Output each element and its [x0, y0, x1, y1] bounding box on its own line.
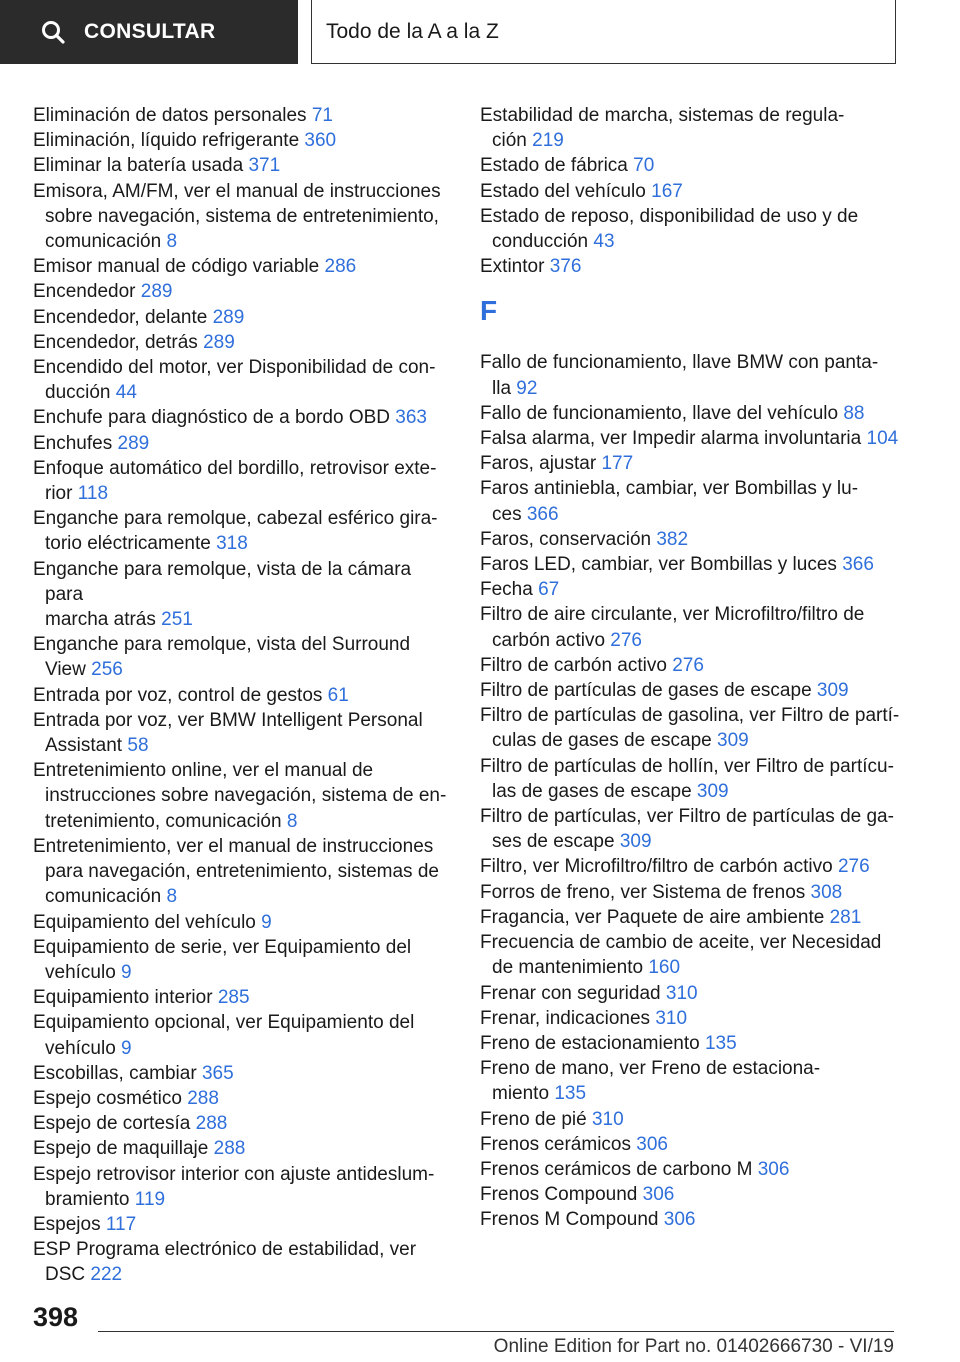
index-entry: [480, 577, 900, 602]
index-entry: [33, 557, 453, 633]
index-entry-term: Freno de estacionamiento: [480, 1032, 705, 1054]
index-entry-term: Filtro de partículas de gasolina, ver Filtro de partí- culas de gases de escape: [480, 705, 900, 752]
index-entry: [480, 930, 900, 980]
index-entry: [480, 179, 900, 204]
index-entry: [33, 153, 453, 178]
page-reference-link[interactable]: 104: [866, 428, 899, 450]
index-entry: [33, 103, 453, 128]
section-title-bar: [311, 0, 896, 64]
index-entry-term: Espejo de maquillaje: [33, 1138, 214, 1160]
page-reference-link[interactable]: 71: [311, 105, 333, 126]
page-reference-link[interactable]: 382: [656, 528, 689, 550]
page-reference-link[interactable]: 135: [554, 1083, 587, 1105]
index-entry: [33, 1010, 453, 1060]
index-group-f: [480, 350, 900, 1232]
page-reference-link[interactable]: 256: [91, 659, 123, 681]
page-reference-link[interactable]: 43: [593, 231, 615, 253]
index-entry: [480, 804, 900, 854]
page-reference-link[interactable]: 70: [633, 155, 655, 177]
page-reference-link[interactable]: 288: [213, 1138, 246, 1160]
index-entry: [480, 103, 900, 153]
index-entry: [480, 1006, 900, 1031]
page-reference-link[interactable]: 9: [121, 961, 132, 983]
index-entry: [480, 350, 900, 400]
index-entry: [480, 678, 900, 703]
index-entry-term: Estado de reposo, disponibilidad de uso y de conducción: [480, 205, 859, 253]
index-entry: [33, 431, 453, 456]
index-entry-term: Estabilidad de marcha, sistemas de regula- ción: [480, 105, 845, 152]
index-entry-term: Frenar, indicaciones: [480, 1007, 656, 1029]
footer-divider: [98, 1331, 894, 1332]
index-entry: [480, 602, 900, 652]
page-reference-link[interactable]: 363: [395, 407, 427, 429]
index-entry-term: Eliminación, líquido refrigerante: [33, 130, 305, 152]
section-title: Todo de la A a la Z: [326, 19, 499, 43]
index-entry-term: Extintor: [480, 256, 550, 278]
search-icon: [40, 19, 66, 45]
page-reference-link[interactable]: 160: [648, 957, 681, 979]
page-reference-link[interactable]: 306: [757, 1158, 790, 1180]
index-entry-term: Encendedor, delante: [33, 306, 213, 328]
page-reference-link[interactable]: 289: [203, 331, 235, 353]
index-entry-term: Estado del vehículo: [480, 180, 652, 202]
page-number: 398: [33, 1302, 79, 1332]
page-reference-link[interactable]: 310: [655, 1007, 688, 1029]
index-entry: [480, 1207, 900, 1232]
index-column-left: [33, 103, 453, 1288]
index-entry-term: Freno de pié: [480, 1108, 592, 1130]
page-reference-link[interactable]: 366: [842, 554, 874, 576]
page-reference-link[interactable]: 92: [516, 377, 538, 399]
page-reference-link[interactable]: 9: [121, 1037, 132, 1059]
index-entry: [33, 456, 453, 506]
index-entry-term: Escobillas, cambiar: [33, 1062, 202, 1084]
index-entry: [480, 153, 900, 178]
index-entry-term: Espejo retrovisor interior con ajuste antideslum- bramiento: [33, 1163, 435, 1210]
index-entry-term: Enchufes: [33, 432, 118, 454]
consult-tab-label: CONSULTAR: [84, 20, 216, 43]
index-entry-term: Frenos cerámicos de carbono M: [480, 1158, 758, 1180]
page-reference-link[interactable]: 58: [127, 735, 149, 757]
index-entry: [33, 1162, 453, 1212]
page-reference-link[interactable]: 309: [619, 831, 652, 853]
index-entry-term: Fallo de funcionamiento, llave del vehículo: [480, 402, 844, 424]
index-entry: [33, 1086, 453, 1111]
index-entry: [33, 506, 453, 556]
index-entry: [33, 1061, 453, 1086]
index-entry-term: Frecuencia de cambio de aceite, ver Necesidad de mantenimiento: [480, 932, 882, 979]
page-reference-link[interactable]: 219: [532, 130, 564, 152]
index-entry: [480, 981, 900, 1006]
index-entry: [33, 179, 453, 255]
index-entry: [480, 476, 900, 526]
index-entry: [480, 880, 900, 905]
index-entry: [480, 204, 900, 254]
index-entry-term: Encendido del motor, ver Disponibilidad de con- ducción: [33, 357, 436, 404]
index-entry: [33, 935, 453, 985]
index-entry-term: Frenos cerámicos: [480, 1133, 637, 1155]
page-reference-link[interactable]: 306: [636, 1133, 668, 1155]
page-reference-link[interactable]: 288: [187, 1087, 219, 1109]
index-entry-term: Enganche para remolque, cabezal esférico gira- torio eléctricamente: [33, 508, 438, 555]
page-reference-link[interactable]: 309: [717, 730, 749, 752]
page-reference-link[interactable]: 306: [642, 1184, 675, 1206]
index-entry: [480, 451, 900, 476]
page-reference-link[interactable]: 310: [591, 1108, 624, 1130]
index-entry-term: Fallo de funcionamiento, llave BMW con panta- lla: [480, 352, 879, 399]
page-reference-link[interactable]: 177: [601, 453, 634, 475]
index-entry: [33, 305, 453, 330]
index-entry-term: Frenar con seguridad: [480, 982, 666, 1004]
index-entry: [480, 254, 900, 279]
page-reference-link[interactable]: 371: [248, 155, 281, 177]
index-entry: [480, 1107, 900, 1132]
index-entry-term: Faros, ajustar: [480, 453, 602, 475]
index-entry-term: Entretenimiento, ver el manual de instrucciones para navegación, entretenimiento, sistemas de comunicación: [33, 835, 439, 908]
index-entry-term: Frenos Compound: [480, 1184, 643, 1206]
index-entry-term: Fecha: [480, 579, 539, 601]
index-entry: [33, 128, 453, 153]
index-entry-term: Espejo cosmético: [33, 1087, 188, 1109]
index-entry-term: Equipamiento de serie, ver Equipamiento del vehículo: [33, 936, 412, 983]
index-entry: [480, 1132, 900, 1157]
index-entry-term: Freno de mano, ver Freno de estaciona- miento: [480, 1058, 821, 1105]
index-entry: [33, 834, 453, 910]
page-reference-link[interactable]: 135: [704, 1032, 737, 1054]
page-reference-link[interactable]: 308: [810, 881, 843, 903]
index-entry-term: Enfoque automático del bordillo, retrovisor exte- rior: [33, 457, 437, 505]
index-entry: [480, 1056, 900, 1106]
index-entry: [33, 683, 453, 708]
index-entry-term: Filtro de partículas, ver Filtro de partículas de ga- ses de escape: [480, 806, 894, 853]
page-reference-link[interactable]: 8: [166, 231, 178, 253]
index-entry-term: Emisor manual de código variable: [33, 256, 325, 278]
consult-tab[interactable]: [0, 0, 298, 64]
page-reference-link[interactable]: 222: [90, 1264, 123, 1286]
index-entry: [480, 703, 900, 753]
index-entry: [480, 854, 900, 879]
page-reference-link[interactable]: 9: [261, 911, 272, 933]
page-reference-link[interactable]: 365: [201, 1062, 234, 1084]
index-entry: [480, 754, 900, 804]
index-entry: [480, 527, 900, 552]
index-entry-term: Entrada por voz, ver BMW Intelligent Personal Assistant: [33, 709, 423, 757]
index-entry-term: Forros de freno, ver Sistema de frenos: [480, 881, 811, 903]
index-entry-term: Filtro de carbón activo: [480, 654, 673, 676]
index-column-right: [480, 103, 900, 1233]
page-reference-link[interactable]: 88: [843, 402, 865, 424]
page-reference-link[interactable]: 286: [324, 256, 357, 278]
index-entry-term: Equipamiento opcional, ver Equipamiento del vehículo: [33, 1012, 415, 1059]
page-reference-link[interactable]: 251: [161, 609, 193, 631]
index-entry-term: Faros, conservación: [480, 528, 657, 550]
index-entry: [33, 1111, 453, 1136]
index-entry-term: Enganche para remolque, vista de la cámara para marcha atrás: [33, 558, 412, 631]
index-entry: [480, 1157, 900, 1182]
page-reference-link[interactable]: 366: [526, 503, 559, 525]
page-reference-link[interactable]: 285: [217, 987, 250, 1009]
page-reference-link[interactable]: 281: [829, 906, 862, 928]
index-entry-term: Entretenimiento online, ver el manual de instrucciones sobre navegación, sistema de en- tretenimiento, comunicación: [33, 760, 447, 832]
page-reference-link[interactable]: 119: [134, 1188, 166, 1210]
page-reference-link[interactable]: 289: [212, 306, 245, 328]
index-entry: [33, 330, 453, 355]
index-entry-term: Faros LED, cambiar, ver Bombillas y luces: [480, 554, 843, 576]
index-entry-term: Frenos M Compound: [480, 1209, 664, 1231]
index-entry: [33, 985, 453, 1010]
edition-footer: Online Edition for Part no. 01402666730 - VI/19: [493, 1336, 894, 1357]
page-reference-link[interactable]: 306: [663, 1209, 696, 1231]
index-entry-term: Entrada por voz, control de gestos: [33, 684, 328, 706]
index-entry-term: ESP Programa electrónico de estabilidad, ver DSC: [33, 1239, 417, 1286]
page-reference-link[interactable]: 376: [549, 256, 582, 278]
index-entry-term: Encendedor: [33, 281, 141, 303]
index-entry-term: Falsa alarma, ver Impedir alarma involuntaria: [480, 428, 867, 450]
index-entry: [33, 279, 453, 304]
index-entry: [33, 708, 453, 758]
page-reference-link[interactable]: 276: [672, 654, 704, 676]
index-entry-term: Filtro de aire circulante, ver Microfiltro/filtro de carbón activo: [480, 604, 865, 651]
index-entry-term: Equipamiento del vehículo: [33, 911, 262, 933]
index-group-e: [480, 103, 900, 279]
index-entry-term: Filtro, ver Microfiltro/filtro de carbón activo: [480, 856, 838, 878]
index-entry: [33, 254, 453, 279]
index-entry-term: Emisora, AM/FM, ver el manual de instrucciones sobre navegación, sistema de entretenimiento, comunicación: [33, 180, 441, 253]
index-entry-term: Espejo de cortesía: [33, 1113, 196, 1135]
index-entry: [480, 653, 900, 678]
index-entry: [33, 1237, 453, 1287]
index-entry: [480, 426, 900, 451]
page-reference-link[interactable]: 276: [837, 856, 870, 878]
index-entry: [33, 758, 453, 834]
index-entry: [33, 1136, 453, 1161]
page-reference-link[interactable]: 118: [77, 483, 109, 505]
index-entry-term: Enchufe para diagnóstico de a bordo OBD: [33, 407, 396, 429]
index-entry: [33, 910, 453, 935]
page-reference-link[interactable]: 309: [696, 780, 729, 802]
page-reference-link[interactable]: 167: [651, 180, 683, 202]
index-entry-term: Estado de fábrica: [480, 155, 634, 177]
index-entry-term: Encendedor, detrás: [33, 331, 204, 353]
page-reference-link[interactable]: 289: [117, 432, 150, 454]
index-entry: [33, 632, 453, 682]
index-entry: [33, 1212, 453, 1237]
index-entry-term: Espejos: [33, 1213, 106, 1235]
index-entry-term: Faros antiniebla, cambiar, ver Bombillas y lu- ces: [480, 478, 859, 525]
page-reference-link[interactable]: 289: [140, 281, 173, 303]
index-entry-term: Filtro de partículas de gases de escape: [480, 680, 817, 702]
section-letter: F: [480, 295, 498, 327]
index-entry: [480, 1182, 900, 1207]
page-reference-link[interactable]: 288: [195, 1113, 228, 1135]
index-entry: [480, 552, 900, 577]
index-entry: [480, 1031, 900, 1056]
index-entry: [33, 355, 453, 405]
page-reference-link[interactable]: 8: [166, 886, 178, 908]
index-entry-term: Eliminación de datos personales: [33, 105, 312, 126]
page-reference-link[interactable]: 360: [304, 130, 337, 152]
page-reference-link[interactable]: 318: [216, 533, 248, 555]
index-entry-term: Eliminar la batería usada: [33, 155, 249, 177]
index-entry-term: Equipamiento interior: [33, 987, 218, 1009]
page-reference-link[interactable]: 309: [816, 680, 849, 702]
page-reference-link[interactable]: 8: [286, 810, 298, 832]
index-entry: [33, 405, 453, 430]
page-reference-link[interactable]: 310: [665, 982, 698, 1004]
index-entry: [480, 905, 900, 930]
page-reference-link[interactable]: 61: [327, 684, 349, 706]
index-entry-term: Enganche para remolque, vista del Surround View: [33, 634, 411, 681]
page-reference-link[interactable]: 67: [538, 579, 560, 601]
page-reference-link[interactable]: 44: [115, 382, 137, 404]
index-entry: [480, 401, 900, 426]
index-entry-term: Fragancia, ver Paquete de aire ambiente: [480, 906, 830, 928]
page-reference-link[interactable]: 276: [610, 629, 642, 651]
page-reference-link[interactable]: 117: [105, 1213, 137, 1235]
index-entry-term: Filtro de partículas de hollín, ver Filtro de partícu- las de gases de escape: [480, 755, 894, 802]
